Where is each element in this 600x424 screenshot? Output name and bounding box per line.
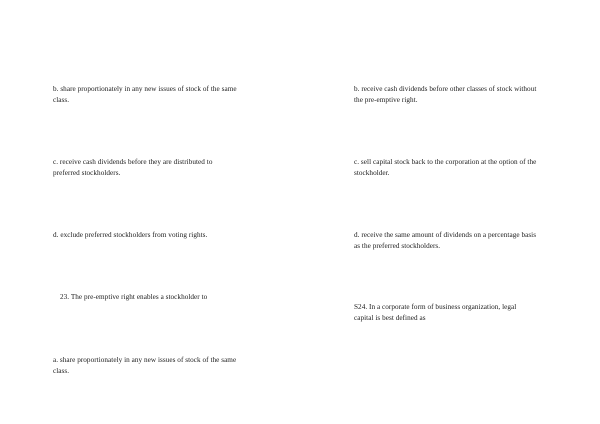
left-option-b-line2: class.	[53, 96, 70, 104]
right-option-c-line1: c. sell capital stock back to the corporation at the option of the	[354, 158, 537, 166]
left-option-b	[53, 84, 237, 106]
question-s24	[354, 302, 516, 324]
left-option-a	[53, 355, 236, 377]
left-option-c-line2: preferred stockholders.	[53, 169, 121, 177]
left-option-b-line1: b. share proportionately in any new issues of stock of the same	[53, 85, 237, 93]
right-option-b-line2: the pre-emptive right.	[354, 96, 418, 104]
question-s24-line2: capital is best defined as	[354, 314, 426, 322]
right-option-d	[354, 230, 536, 252]
right-option-b-line1: b. receive cash dividends before other classes of stock without	[354, 85, 537, 93]
left-option-d-line1: d. exclude preferred stockholders from voting rights.	[53, 231, 208, 239]
question-23-line1: 23. The pre-emptive right enables a stockholder to	[60, 293, 208, 301]
right-option-c-line2: stockholder.	[354, 169, 390, 177]
left-option-a-line1: a. share proportionately in any new issues of stock of the same	[53, 356, 237, 364]
left-option-c-line1: c. receive cash dividends before they are distributed to	[53, 158, 213, 166]
question-23	[60, 292, 207, 303]
left-option-d	[53, 230, 207, 241]
question-s24-line1: S24. In a corporate form of business organization, legal	[354, 303, 517, 311]
right-option-d-line1: d. receive the same amount of dividends on a percentage basis	[354, 231, 537, 239]
left-option-c	[53, 157, 212, 179]
right-option-b	[354, 84, 536, 106]
right-option-d-line2: as the preferred stockholders.	[354, 242, 441, 250]
right-option-c	[354, 157, 536, 179]
left-option-a-line2: class.	[53, 367, 70, 375]
